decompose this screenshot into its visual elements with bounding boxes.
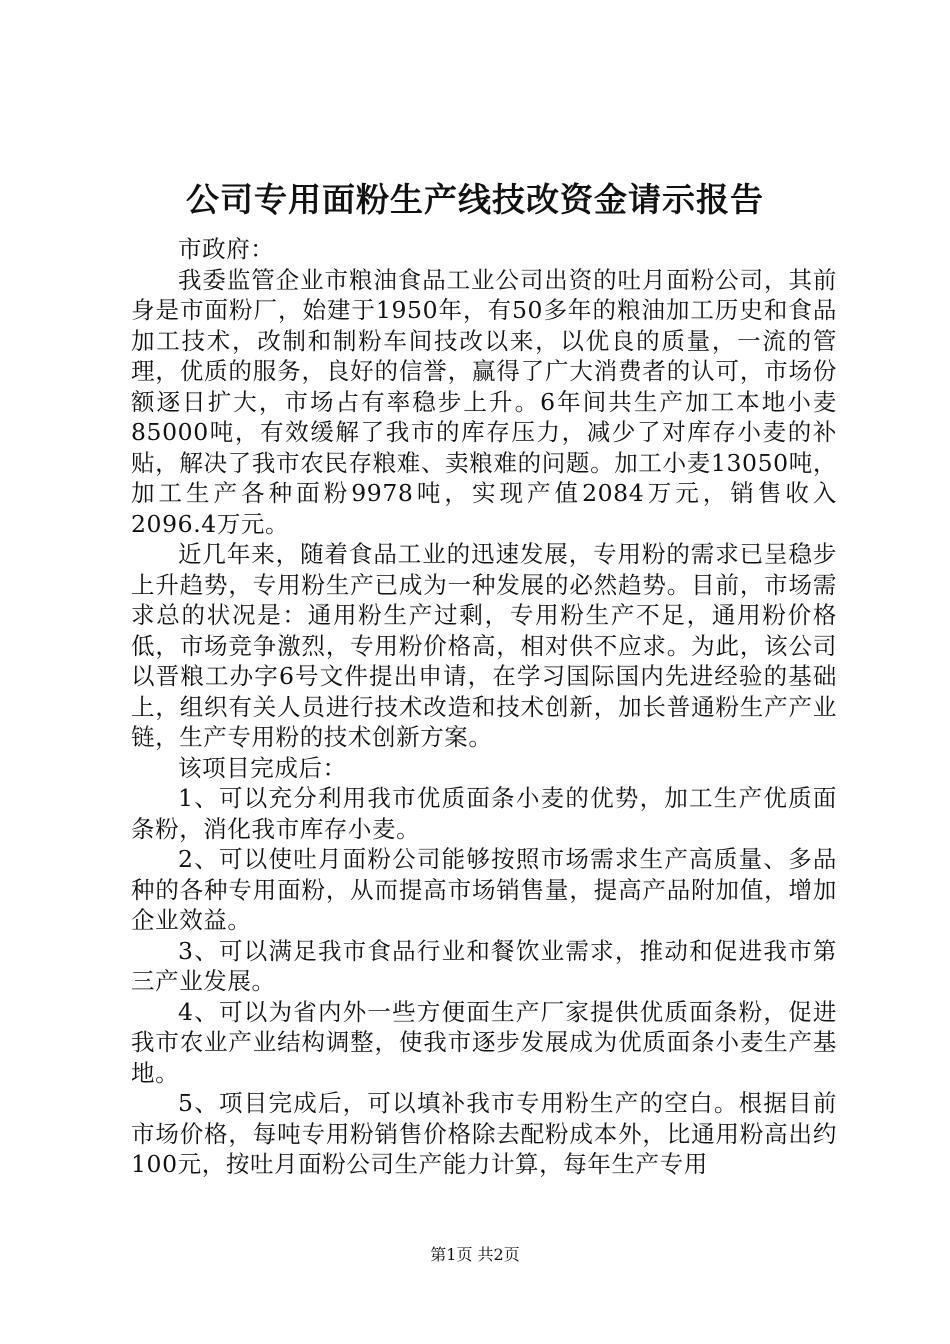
list-item-3: 3、可以满足我市食品行业和餐饮业需求，推动和促进我市第三产业发展。 [131,936,837,995]
document-body [131,234,837,1180]
list-item-4: 4、可以为省内外一些方便面生产厂家提供优质面条粉，促进我市农业产业结构调整，使我市逐步发展成为优质面条小麦生产基地。 [131,997,837,1087]
list-item-2: 2、可以使吐月面粉公司能够按照市场需求生产高质量、多品种的各种专用面粉，从而提高市场销售量，提高产品附加值，增加企业效益。 [131,845,837,934]
salutation: 市政府： [178,235,275,263]
paragraph-intro-list: 该项目完成后： [178,753,347,782]
paragraph-market: 近几年来，随着食品工业的迅速发展，专用粉的需求已呈稳步上升趋势，专用粉生产已成为一种发展的必然趋势。目前，市场需求总的状况是：通用粉生产过剩，专用粉生产不足，通用粉价格低，市场竞争激烈，专用粉价格高，相对供不应求。为此，该公司以晋粮工办字6号文件提出申请，在学习国际国内先进经验的基础上，组织有关人员进行技术改造和技术创新，加长普通粉生产产业链，生产专用粉的技术创新方案。 [131,540,837,751]
page-number-footer: 第1页 共2页 [430,1245,520,1264]
paragraph-background: 我委监管企业市粮油食品工业公司出资的吐月面粉公司，其前身是市面粉厂，始建于1950年，有50多年的粮油加工历史和食品加工技术，改制和制粉车间技改以来，以优良的质量，一流的管理，优质的服务，良好的信誉，赢得了广大消费者的认可，市场份额逐日扩大，市场占有率稳步上升。6年间共生产加工本地小麦85000吨，有效缓解了我市的库存压力，减少了对库存小麦的补贴，解决了我市农民存粮难、卖粮难的问题。加工小麦13050吨，加工生产各种面粉9978吨，实现产值2084万元，销售收入2096.4万元。 [131,265,837,538]
list-item-1: 1、可以充分利用我市优质面条小麦的优势，加工生产优质面条粉，消化我市库存小麦。 [131,784,837,843]
document-title: 公司专用面粉生产线技改资金请示报告 [186,180,764,219]
list-item-5: 5、项目完成后，可以填补我市专用粉生产的空白。根据目前市场价格，每吨专用粉销售价格除去配粉成本外，比通用粉高出约100元，按吐月面粉公司生产能力计算，每年生产专用 [131,1089,837,1178]
